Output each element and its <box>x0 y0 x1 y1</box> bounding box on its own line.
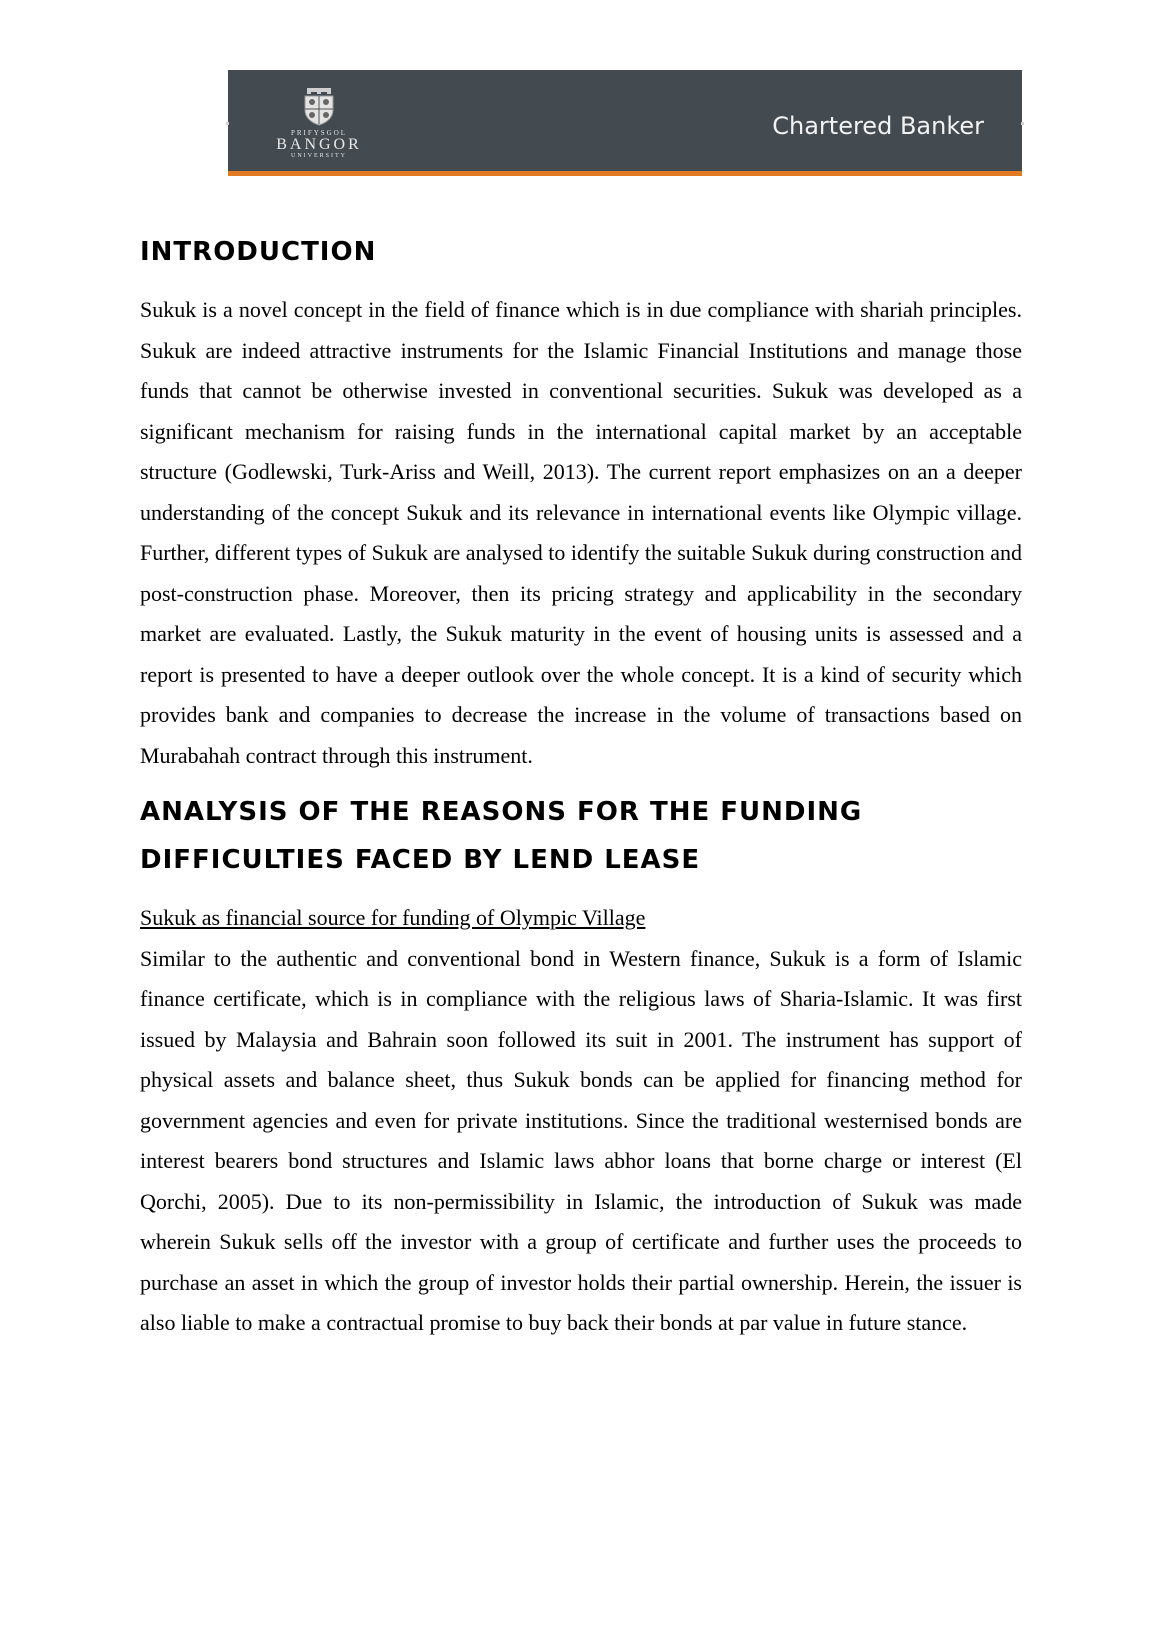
analysis-subheading: Sukuk as financial source for funding of Olympic Village <box>140 905 646 930</box>
banner-edge-mark-left <box>226 122 229 125</box>
banner-title: Chartered Banker <box>772 112 984 140</box>
analysis-heading: ANALYSIS OF THE REASONS FOR THE FUNDING DIFFICULTIES FACED BY LEND LEASE <box>140 797 863 875</box>
document-body <box>140 228 1022 1344</box>
introduction-paragraph: Sukuk is a novel concept in the field of finance which is in due compliance with shariah principles. Sukuk are indeed attractive instruments for the Islamic Financial Institutions and manage those funds that cannot be otherwise invested in conventional securities. Sukuk was developed as a significant mechanism for raising funds in the international capital market by an acceptable structure (Godlewski, Turk-Ariss and Weill, 2013). The current report emphasizes on an a deeper understanding of the concept Sukuk and its relevance in international events like Olympic village. Further, different types of Sukuk are analysed to identify the suitable Sukuk during construction and post-construction phase. Moreover, then its pricing strategy and applicability in the secondary market are evaluated. Lastly, the Sukuk maturity in the event of housing units is assessed and a report is presented to have a deeper outlook over the whole concept. It is a kind of security which provides bank and companies to decrease the increase in the volume of transactions based on Murabahah contract through this instrument. <box>140 297 1022 768</box>
logo-text-bottom: UNIVERSITY <box>291 153 347 159</box>
header-banner <box>228 70 1022 176</box>
analysis-paragraph: Similar to the authentic and conventional bond in Western finance, Sukuk is a form of Islamic finance certificate, which is in compliance with the religious laws of Sharia-Islamic. It was first issued by Malaysia and Bahrain soon followed its suit in 2001. The instrument has support of physical assets and balance sheet, thus Sukuk bonds can be applied for financing method for government agencies and even for private institutions. Since the traditional westernised bonds are interest bearers bond structures and Islamic laws abhor loans that borne charge or interest (El Qorchi, 2005). Due to its non-permissibility in Islamic, the introduction of Sukuk was made wherein Sukuk sells off the investor with a group of certificate and further uses the proceeds to purchase an asset in which the group of investor holds their partial ownership. Herein, the issuer is also liable to make a contractual promise to buy back their bonds at par value in future stance. <box>140 945 1022 1335</box>
banner-edge-mark-right <box>1021 122 1024 125</box>
logo-text-top: PRIFYSGOL <box>290 129 348 137</box>
introduction-heading: INTRODUCTION <box>140 237 377 267</box>
university-logo <box>264 88 374 159</box>
logo-text-main: BANGOR <box>276 136 362 153</box>
crest-icon <box>302 88 336 126</box>
